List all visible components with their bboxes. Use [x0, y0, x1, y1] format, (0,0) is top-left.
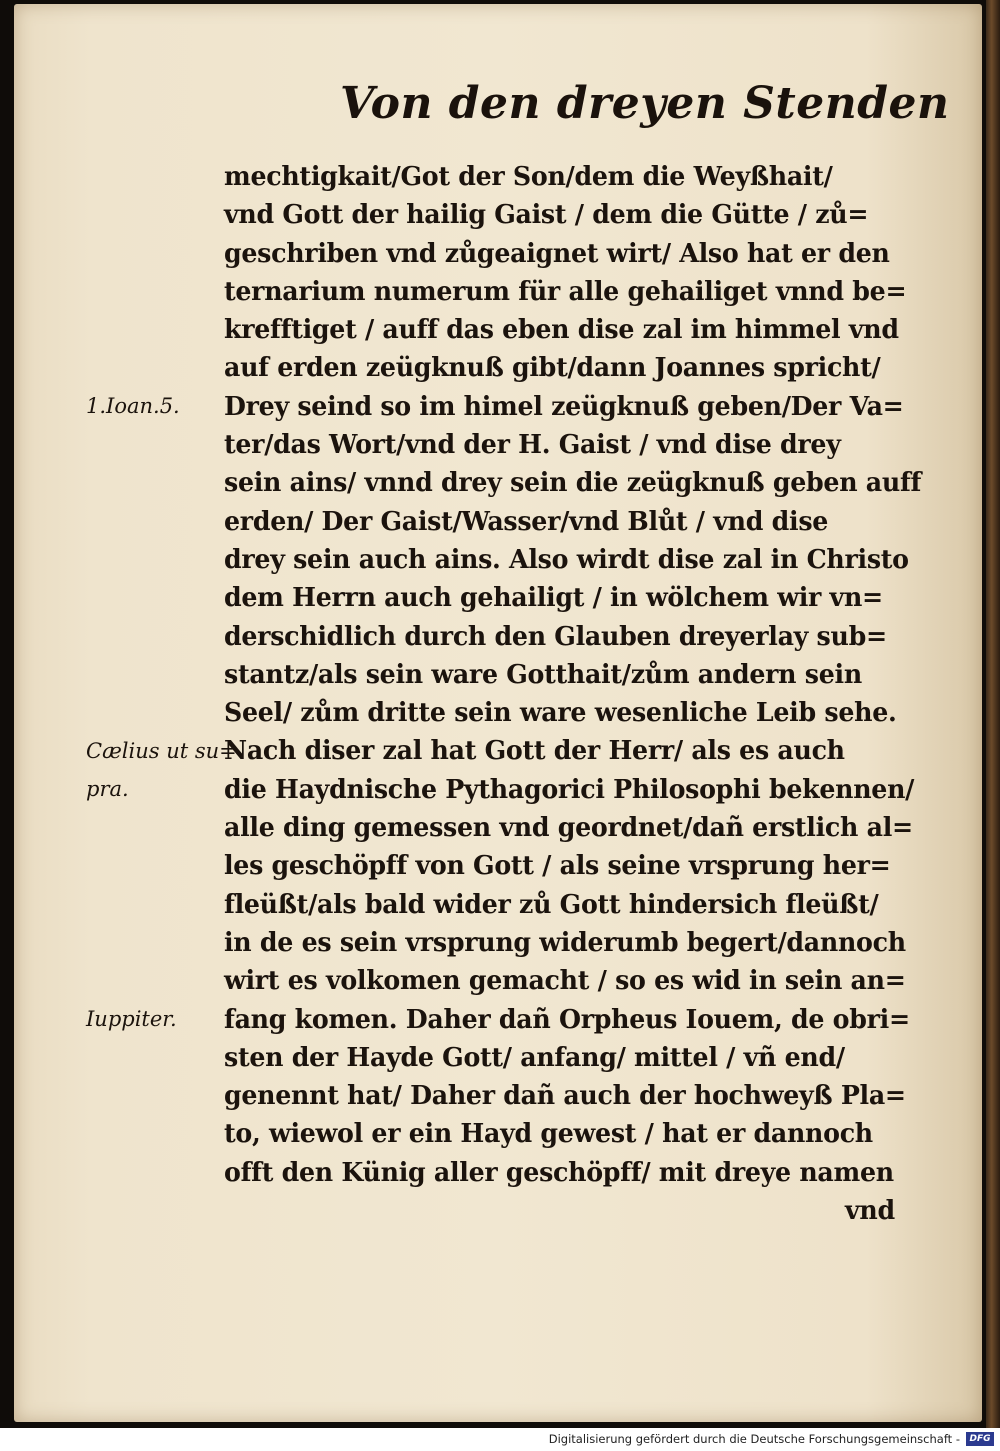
text-line: les geschöpff von Gott / als seine vrsprung her= [224, 851, 891, 882]
margin-note: Iuppiter. [86, 1006, 177, 1031]
text-line: Drey seind so im himel zeügknuß geben/Der Va= [224, 391, 904, 422]
text-line: stantz/als sein ware Gotthait/zům andern sein [224, 659, 862, 690]
text-line: dem Herrn auch gehailigt / in wölchem wir vn= [224, 583, 883, 614]
text-line: vnd [844, 1196, 895, 1227]
text-line: erden/ Der Gaist/Wasser/vnd Blůt / vnd dise [224, 506, 829, 537]
text-line: alle ding gemessen vnd geordnet/dañ erstlich al= [224, 813, 913, 844]
text-line: mechtigkait/Got der Son/dem die Weyßhait/ [224, 162, 833, 192]
dfg-logo: DFG [966, 1432, 994, 1446]
text-line: fleüßt/als bald wider zů Gott hindersich fleüßt/ [224, 889, 879, 920]
text-line: Seel/ zům dritte sein ware wesenliche Leib sehe. [224, 698, 897, 729]
text-line: ternarium numerum für alle gehailiget vnnd be= [224, 276, 907, 307]
text-line: geschriben vnd zůgeaignet wirt/ Also hat er den [224, 238, 890, 269]
margin-note: 1.Ioan.5. [86, 393, 180, 418]
text-line: in de es sein vrsprung widerumb begert/dannoch [224, 927, 906, 958]
margin-note: Cælius ut su= [86, 738, 237, 763]
text-line: ter/das Wort/vnd der H. Gaist / vnd dise drey [224, 430, 841, 461]
text-line: genennt hat/ Daher dañ auch der hochweyß Pla= [224, 1081, 906, 1112]
main-text-block [224, 158, 944, 1230]
footer-credit: Digitalisierung gefördert durch die Deutsche Forschungsgemeinschaft - [548, 1432, 960, 1446]
text-line: die Haydnische Pythagorici Philosophi bekennen/ [224, 774, 915, 805]
text-line: derschidlich durch den Glauben dreyerlay sub= [224, 621, 887, 652]
text-line: to, wiewol er ein Hayd gewest / hat er dannoch [224, 1119, 873, 1150]
text-line: offt den Künig aller geschöpff/ mit dreye namen [224, 1157, 894, 1188]
text-line: Nach diser zal hat Gott der Herr/ als es auch [224, 736, 845, 767]
text-line: vnd Gott der hailig Gaist / dem die Gütte / zů= [224, 200, 869, 231]
text-line: sein ains/ vnnd drey sein die zeügknuß geben auff [224, 468, 922, 499]
text-line: drey sein auch ains. Also wirdt dise zal in Christo [224, 544, 909, 575]
margin-note: pra. [86, 776, 129, 801]
text-line: auf erden zeügknuß gibt/dann Joannes spricht/ [224, 353, 881, 384]
text-line: krefftiget / auff das eben dise zal im himmel vnd [224, 315, 899, 346]
text-line: sten der Hayde Gott/ anfang/ mittel / vñ end/ [224, 1042, 845, 1073]
text-line: fang komen. Daher dañ Orpheus Iouem, de obri= [224, 1004, 910, 1035]
running-head: Von den dreyen Stenden [340, 78, 950, 129]
book-spine-edge [986, 0, 1000, 1428]
text-line: wirt es volkomen gemacht / so es wid in sein an= [224, 966, 906, 997]
